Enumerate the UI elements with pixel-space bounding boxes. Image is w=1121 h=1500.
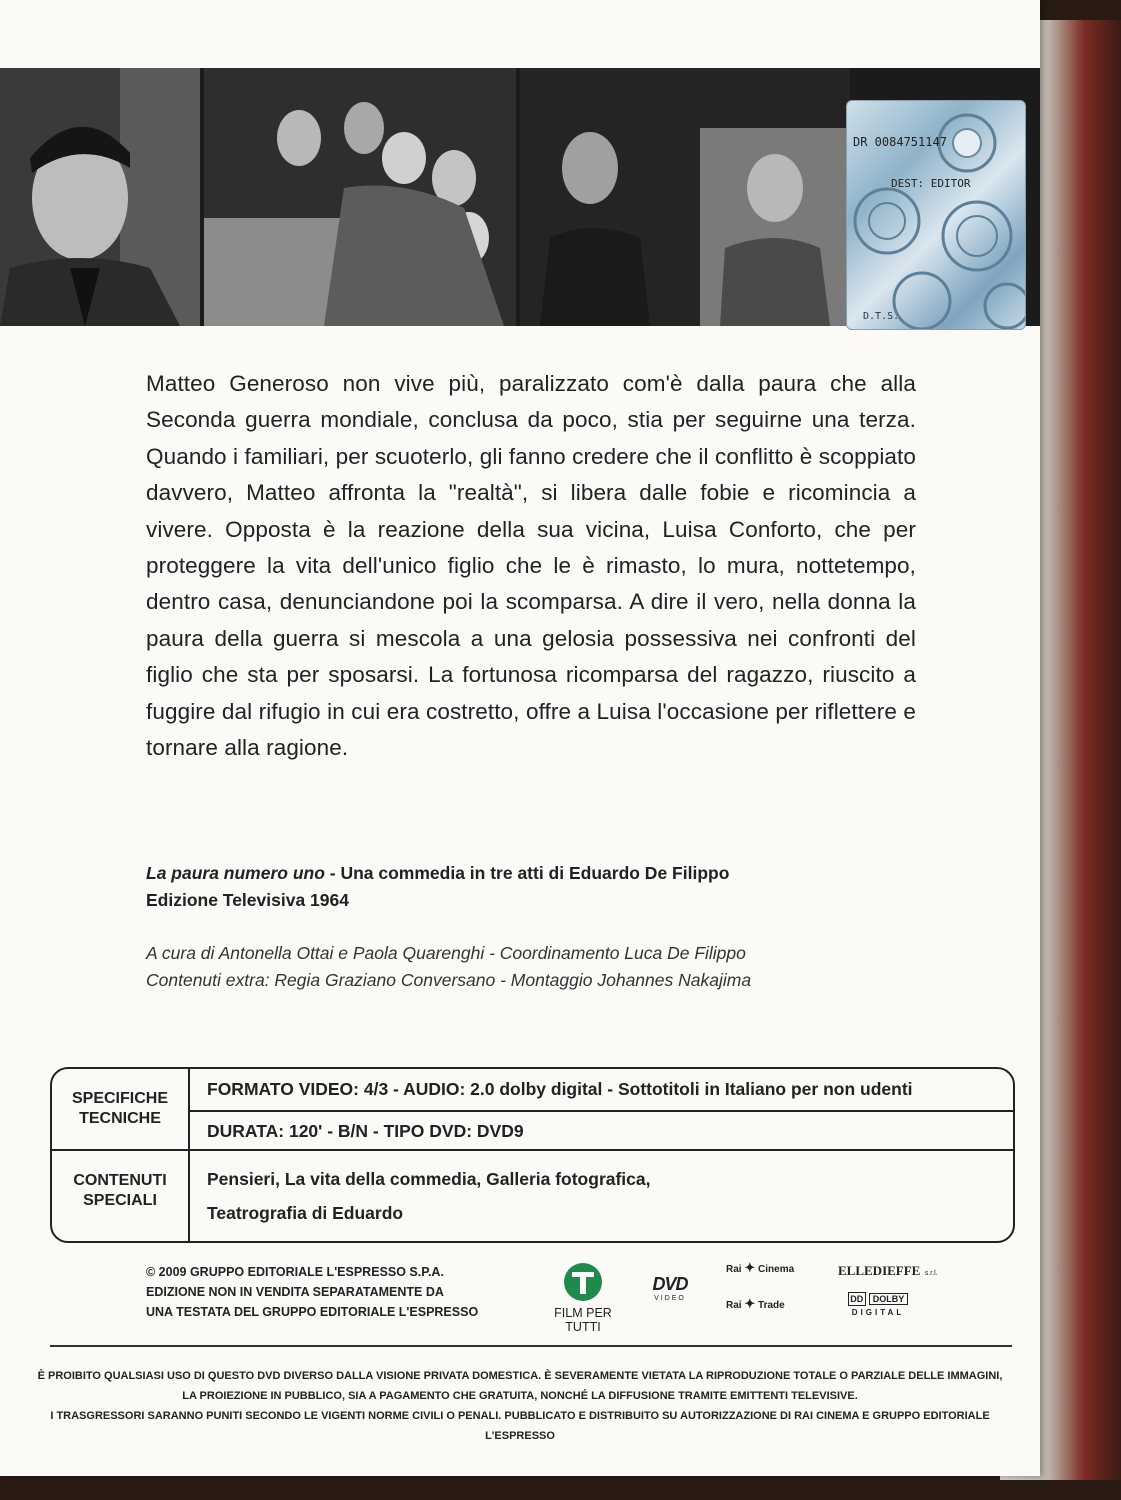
film-per-tutti-text: FILM PER TUTTI — [554, 1306, 612, 1334]
copyright-block — [146, 1262, 526, 1322]
rai-star-icon: ✦ — [744, 1260, 756, 1275]
still-photo-couple — [520, 68, 850, 326]
copyright-line: © 2009 GRUPPO EDITORIALE L'ESPRESSO S.P.A. — [146, 1265, 444, 1279]
specs-label: SPECIFICHE TECNICHE — [71, 1090, 168, 1127]
dvd-logo-sub: VIDEO — [654, 1295, 686, 1302]
rai-trade-logo — [726, 1296, 826, 1312]
divider — [50, 1345, 1012, 1347]
sticker-code: DR 0084751147 — [853, 135, 947, 149]
film-per-tutti-logo — [538, 1262, 628, 1334]
film-subtitle: - Una commedia in tre atti di Eduardo De Filippo — [324, 863, 730, 883]
legal-disclaimer — [20, 1366, 1020, 1446]
credit-title — [146, 860, 946, 914]
rai-trade-label: Trade — [758, 1300, 785, 1311]
not-for-sale-line: EDIZIONE NON IN VENDITA SEPARATAMENTE DA — [146, 1285, 444, 1299]
dolby-digital-logo — [838, 1292, 918, 1317]
rai-star-icon: ✦ — [744, 1296, 756, 1311]
film-per-tutti-icon — [563, 1262, 603, 1302]
dolby-text: DOLBY — [869, 1293, 909, 1305]
elledieffe-logo — [838, 1262, 938, 1280]
edition-line: Edizione Televisiva 1964 — [146, 890, 349, 910]
special-content-1: Pensieri, La vita della commedia, Galleria fotografica, — [207, 1169, 651, 1189]
sticker-small-text: D.T.S. — [863, 311, 900, 322]
disclaimer-line-3: I TRASGRESSORI SARANNO PUNITI SECONDO LE VIGENTI NORME CIVILI O PENALI. PUBBLICATO E DISTRIBUITO SU AUTORIZZAZIONE DI RAI CINEMA E GRUPPO EDITORIALE L'ESPRESSO — [50, 1410, 990, 1442]
film-title: La paura numero uno — [146, 863, 325, 883]
dvd-logo-text: DVD — [652, 1274, 688, 1294]
specs-duration: DURATA: 120' - B/N - TIPO DVD: DVD9 — [207, 1121, 524, 1141]
specs-format: FORMATO VIDEO: 4/3 - AUDIO: 2.0 dolby digital - Sottotitoli in Italiano per non udenti — [207, 1079, 913, 1099]
disclaimer-line-2: LA PROIEZIONE IN PUBBLICO, SIA A PAGAMENTO CHE GRATUITA, NONCHÉ LA DIFFUSIONE TRAMITE EMITTENTI TELEVISIVE. — [182, 1390, 858, 1402]
divider — [52, 1149, 1013, 1151]
staff-line-2: Contenuti extra: Regia Graziano Conversano - Montaggio Johannes Nakajima — [146, 970, 752, 990]
still-photo-group — [204, 68, 516, 326]
technical-specs-box — [50, 1067, 1015, 1243]
rai-label: Rai — [726, 1300, 742, 1311]
rai-label: Rai — [726, 1264, 742, 1275]
dolby-digital-text: DIGITAL — [851, 1308, 905, 1317]
elledieffe-text: ELLEDIEFFE — [838, 1263, 921, 1278]
rai-cinema-label: Cinema — [758, 1264, 795, 1275]
synopsis — [146, 366, 916, 766]
credit-staff — [146, 940, 946, 994]
hologram-sticker — [846, 100, 1026, 330]
special-content-label: CONTENUTI SPECIALI — [73, 1172, 167, 1209]
disclaimer-line-1: È PROIBITO QUALSIASI USO DI QUESTO DVD DIVERSO DALLA VISIONE PRIVATA DOMESTICA. È SEVERAMENTE VIETATA LA RIPRODUZIONE TOTALE O PARZIALE DELLE IMMAGINI, — [37, 1370, 1003, 1382]
dvd-video-logo — [640, 1274, 700, 1302]
rai-cinema-logo — [726, 1260, 826, 1276]
publisher-line: UNA TESTATA DEL GRUPPO EDITORIALE L'ESPRESSO — [146, 1305, 479, 1319]
elledieffe-srl: s.r.l. — [924, 1270, 938, 1277]
special-content-2: Teatrografia di Eduardo — [207, 1203, 404, 1223]
sticker-destination: DEST: EDITOR — [891, 177, 971, 190]
still-photo-man — [0, 68, 200, 326]
synopsis-text: Matteo Generoso non vive più, paralizzato com'è dalla paura che alla Seconda guerra mondiale, conclusa da poco, stia per seguirne una terza. Quando i familiari, per scuoterlo, gli fanno credere che il conflitto è scoppiato davvero, Matteo affronta la "realtà", si libera dalle fobie e ricomincia a vivere. Opposta è la reazione della sua vicina, Luisa Conforto, che per proteggere la vita dell'unico figlio che le è rimasto, lo mura, nottetempo, dentro casa, denunciandone poi la scomparsa. A dire il vero, nella donna la paura della guerra si mescola a una gelosia possessiva nei confronti del figlio che sta per sposarsi. La fortunosa ricomparsa del ragazzo, riuscito a fuggire dal rifugio in cui era costretto, offre a Luisa l'occasione per riflettere e tornare alla ragione. — [146, 371, 916, 761]
dolby-double-d-icon: DD — [848, 1292, 866, 1306]
staff-line-1: A cura di Antonella Ottai e Paola Quarenghi - Coordinamento Luca De Filippo — [146, 943, 746, 963]
divider — [188, 1069, 190, 1241]
divider — [188, 1110, 1013, 1112]
